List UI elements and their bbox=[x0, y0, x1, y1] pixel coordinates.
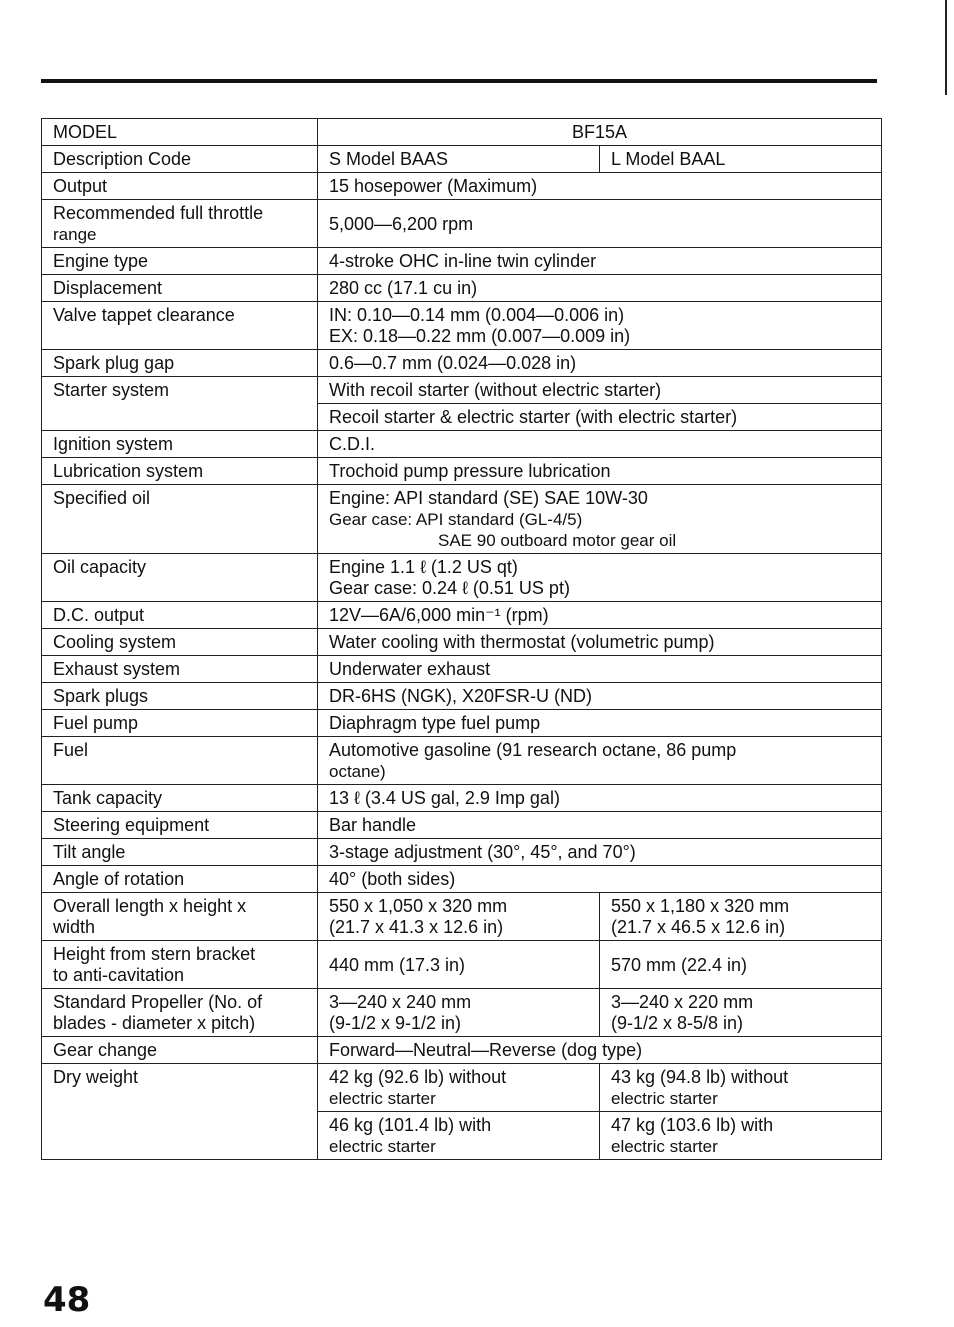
table-row bbox=[42, 275, 882, 302]
value-line: Engine 1.1 ℓ (1.2 US qt) bbox=[329, 557, 518, 577]
table-row bbox=[42, 248, 882, 275]
row-label bbox=[42, 893, 318, 941]
value-line: Automotive gasoline (91 research octane, 86 pump bbox=[329, 740, 737, 760]
table-row bbox=[42, 431, 882, 458]
row-value: Forward—Neutral—Reverse (dog type) bbox=[318, 1037, 882, 1064]
row-value: Underwater exhaust bbox=[318, 656, 882, 683]
table-row bbox=[42, 458, 882, 485]
model-value: BF15A bbox=[318, 119, 882, 146]
value-l bbox=[600, 893, 882, 941]
row-value: 0.6—0.7 mm (0.024—0.028 in) bbox=[318, 350, 882, 377]
table-row bbox=[42, 812, 882, 839]
row-label: Tank capacity bbox=[42, 785, 318, 812]
row-label bbox=[42, 989, 318, 1037]
table-row bbox=[42, 737, 882, 785]
row-value: With recoil starter (without electric starter) bbox=[318, 377, 882, 404]
value-s bbox=[318, 1112, 600, 1160]
value-line: (9-1/2 x 9-1/2 in) bbox=[329, 1013, 462, 1033]
row-value: 4-stroke OHC in-line twin cylinder bbox=[318, 248, 882, 275]
row-label: Output bbox=[42, 173, 318, 200]
row-label bbox=[42, 941, 318, 989]
value-line: (21.7 x 41.3 x 12.6 in) bbox=[329, 917, 504, 937]
table-row bbox=[42, 683, 882, 710]
table-row bbox=[42, 629, 882, 656]
row-label: MODEL bbox=[42, 119, 318, 146]
table-row bbox=[42, 302, 882, 350]
value-line: octane) bbox=[329, 762, 386, 781]
row-value: DR-6HS (NGK), X20FSR-U (ND) bbox=[318, 683, 882, 710]
row-label: Gear change bbox=[42, 1037, 318, 1064]
value-s bbox=[318, 989, 600, 1037]
table-row bbox=[42, 146, 882, 173]
label-line: Overall length x height x bbox=[53, 896, 247, 916]
row-value: 13 ℓ (3.4 US gal, 2.9 Imp gal) bbox=[318, 785, 882, 812]
row-value: 12V—6A/6,000 min⁻¹ (rpm) bbox=[318, 602, 882, 629]
label-line: Recommended full throttle bbox=[53, 203, 264, 223]
value-l bbox=[600, 989, 882, 1037]
label-line: blades - diameter x pitch) bbox=[53, 1013, 256, 1033]
table-row bbox=[42, 602, 882, 629]
row-value bbox=[318, 302, 882, 350]
value-line: 550 x 1,050 x 320 mm bbox=[329, 896, 508, 916]
row-label: Valve tappet clearance bbox=[42, 302, 318, 350]
value-line: Gear case: API standard (GL-4/5) bbox=[329, 510, 583, 529]
row-label: Fuel pump bbox=[42, 710, 318, 737]
value-s: 440 mm (17.3 in) bbox=[318, 941, 600, 989]
value-line: 550 x 1,180 x 320 mm bbox=[611, 896, 790, 916]
row-label: Angle of rotation bbox=[42, 866, 318, 893]
row-label bbox=[42, 200, 318, 248]
table-row bbox=[42, 866, 882, 893]
row-value: Diaphragm type fuel pump bbox=[318, 710, 882, 737]
value-l: 570 mm (22.4 in) bbox=[600, 941, 882, 989]
label-line: width bbox=[53, 917, 96, 937]
table-row bbox=[42, 350, 882, 377]
table-row bbox=[42, 1037, 882, 1064]
table-row bbox=[42, 893, 882, 941]
value-line: electric starter bbox=[611, 1089, 718, 1108]
page-edge-line bbox=[945, 0, 947, 95]
table-row bbox=[42, 989, 882, 1037]
table-row bbox=[42, 839, 882, 866]
row-label: Description Code bbox=[42, 146, 318, 173]
value-line: (9-1/2 x 8-5/8 in) bbox=[611, 1013, 744, 1033]
value-line: SAE 90 outboard motor gear oil bbox=[438, 531, 677, 550]
label-line: to anti-cavitation bbox=[53, 965, 185, 985]
row-label: Lubrication system bbox=[42, 458, 318, 485]
table-row bbox=[42, 1064, 882, 1112]
value-line: 3—240 x 240 mm bbox=[329, 992, 472, 1012]
value-l bbox=[600, 1112, 882, 1160]
row-value bbox=[318, 737, 882, 785]
row-value: C.D.I. bbox=[318, 431, 882, 458]
table-row bbox=[42, 119, 882, 146]
row-value: 15 hosepower (Maximum) bbox=[318, 173, 882, 200]
row-label: Displacement bbox=[42, 275, 318, 302]
table-row bbox=[42, 173, 882, 200]
value-s bbox=[318, 893, 600, 941]
row-label: Steering equipment bbox=[42, 812, 318, 839]
value-line: Engine: API standard (SE) SAE 10W-30 bbox=[329, 488, 648, 508]
value-line: EX: 0.18—0.22 mm (0.007—0.009 in) bbox=[329, 326, 631, 346]
label-line: Standard Propeller (No. of bbox=[53, 992, 263, 1012]
value-line: 43 kg (94.8 lb) without bbox=[611, 1067, 789, 1087]
value-line: electric starter bbox=[611, 1137, 718, 1156]
row-value bbox=[318, 485, 882, 554]
value-line: 46 kg (101.4 lb) with bbox=[329, 1115, 492, 1135]
value-line: electric starter bbox=[329, 1137, 436, 1156]
row-value: 40° (both sides) bbox=[318, 866, 882, 893]
value-line: electric starter bbox=[329, 1089, 436, 1108]
row-label: Dry weight bbox=[42, 1064, 318, 1160]
page-number: 48 bbox=[43, 1280, 91, 1320]
row-label: Starter system bbox=[42, 377, 318, 431]
value-line: 47 kg (103.6 lb) with bbox=[611, 1115, 774, 1135]
row-label: Cooling system bbox=[42, 629, 318, 656]
row-label: Spark plug gap bbox=[42, 350, 318, 377]
label-line: Height from stern bracket bbox=[53, 944, 256, 964]
value-line: 42 kg (92.6 lb) without bbox=[329, 1067, 507, 1087]
table-row bbox=[42, 941, 882, 989]
value-line: 3—240 x 220 mm bbox=[611, 992, 754, 1012]
table-row bbox=[42, 200, 882, 248]
value-line: Gear case: 0.24 ℓ (0.51 US pt) bbox=[329, 578, 570, 598]
label-line: range bbox=[53, 225, 97, 244]
row-value bbox=[318, 554, 882, 602]
value-s bbox=[318, 1064, 600, 1112]
row-label: Specified oil bbox=[42, 485, 318, 554]
value-line: (21.7 x 46.5 x 12.6 in) bbox=[611, 917, 786, 937]
row-label: Spark plugs bbox=[42, 683, 318, 710]
spec-table bbox=[41, 118, 882, 1160]
row-label: Engine type bbox=[42, 248, 318, 275]
row-label: Fuel bbox=[42, 737, 318, 785]
row-label: Tilt angle bbox=[42, 839, 318, 866]
table-row bbox=[42, 485, 882, 554]
table-row bbox=[42, 554, 882, 602]
row-value: Recoil starter & electric starter (with electric starter) bbox=[318, 404, 882, 431]
row-label: Ignition system bbox=[42, 431, 318, 458]
desc-s: S Model BAAS bbox=[318, 146, 600, 173]
row-label: Exhaust system bbox=[42, 656, 318, 683]
row-value: 3-stage adjustment (30°, 45°, and 70°) bbox=[318, 839, 882, 866]
value-l bbox=[600, 1064, 882, 1112]
row-value: Bar handle bbox=[318, 812, 882, 839]
table-row bbox=[42, 785, 882, 812]
row-label: D.C. output bbox=[42, 602, 318, 629]
top-rule bbox=[41, 79, 877, 83]
row-label: Oil capacity bbox=[42, 554, 318, 602]
table-row bbox=[42, 656, 882, 683]
table-row bbox=[42, 377, 882, 404]
row-value: Water cooling with thermostat (volumetric pump) bbox=[318, 629, 882, 656]
row-value: 5,000—6,200 rpm bbox=[318, 200, 882, 248]
desc-l: L Model BAAL bbox=[600, 146, 882, 173]
table-row bbox=[42, 710, 882, 737]
value-line: IN: 0.10—0.14 mm (0.004—0.006 in) bbox=[329, 305, 625, 325]
row-value: Trochoid pump pressure lubrication bbox=[318, 458, 882, 485]
row-value: 280 cc (17.1 cu in) bbox=[318, 275, 882, 302]
